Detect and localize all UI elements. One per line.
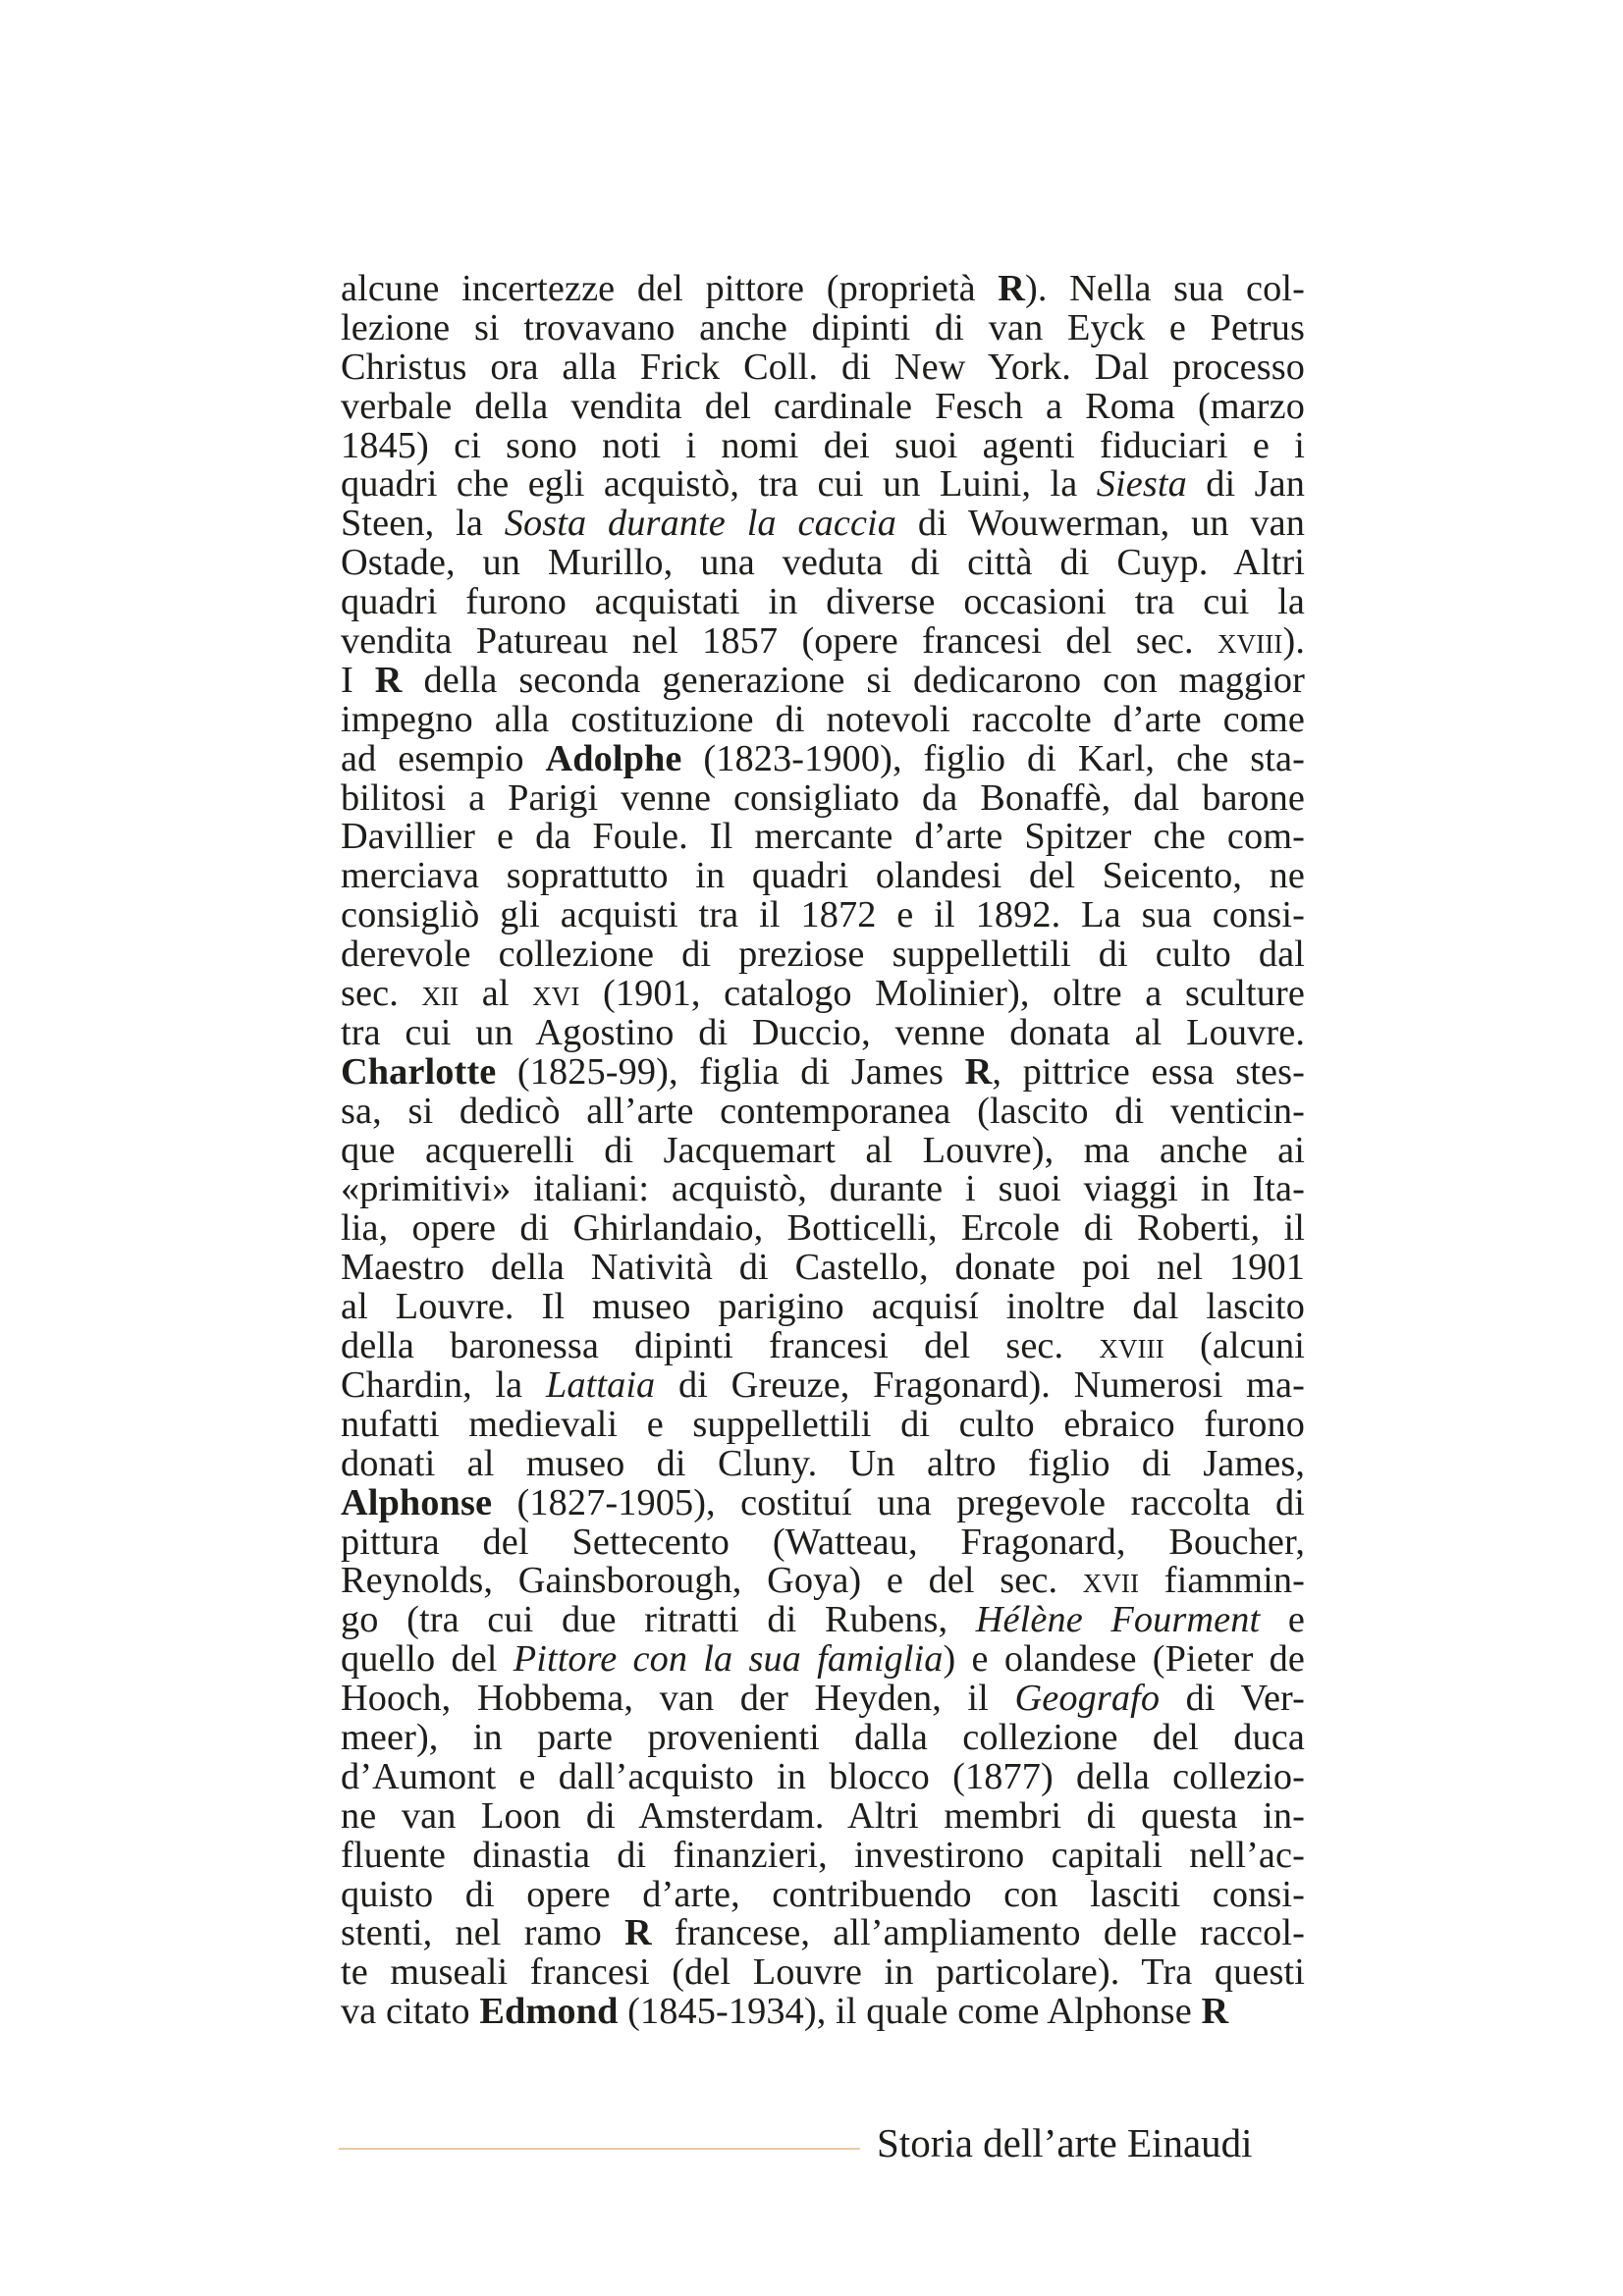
text-run: «primitivi» italiani: acquistò, durante i suoi viaggi in Ita- — [341, 1168, 1305, 1210]
text-run: ) e olandese (Pieter de — [943, 1638, 1305, 1681]
text-run: ). Nella sua col- — [1025, 268, 1305, 309]
text-run: derevole collezione di preziose suppellettili di culto dal — [341, 934, 1305, 976]
text-line — [341, 935, 1305, 975]
bold-run: R — [998, 268, 1026, 309]
text-run: merciava soprattutto in quadri olandesi del Seicento, ne — [341, 855, 1305, 897]
text-run: (1827-1905), costituí una pregevole raccolta di — [492, 1481, 1305, 1523]
text-run: alcune incertezze del pittore (proprietà — [341, 268, 999, 309]
text-run: bilitosi a Parigi venne consigliato da Bonaffè, dal barone — [341, 776, 1305, 819]
text-line — [341, 857, 1305, 896]
text-run: (1825-99), figlia di James — [496, 1050, 965, 1093]
text-run: sa, si dedicò all’arte contemporanea (lascito di venticin- — [341, 1090, 1305, 1132]
text-run: impegno alla costituzione di notevoli raccolte d’arte come — [341, 698, 1305, 740]
text-line — [341, 1834, 1305, 1876]
text-run: pittura del Settecento (Watteau, Fragonard, Boucher, — [341, 1521, 1305, 1563]
text-run: di Ver- — [1160, 1678, 1305, 1720]
text-run: Reynolds, Gainsborough, Goya) e del sec. — [341, 1560, 1083, 1602]
text-run: di Wouwerman, un van — [896, 503, 1305, 545]
text-run: della baronessa dipinti francesi del sec. — [341, 1325, 1100, 1367]
text-run: fiammin- — [1139, 1560, 1305, 1602]
text-line — [341, 1249, 1305, 1288]
footer-title: Storia dell’arte Einaudi — [877, 2120, 1253, 2165]
text-run: d’Aumont e dall’acquisto in blocco (1877) della collezio- — [341, 1755, 1305, 1797]
text-run: consigliò gli acquisti tra il 1872 e il 1892. La sua consi- — [341, 894, 1305, 936]
bold-run: R — [1201, 1991, 1229, 2033]
text-run: fluente dinastia di finanzieri, investirono capitali nell’ac- — [341, 1834, 1305, 1876]
smallcaps-run: xvi — [532, 973, 580, 1015]
text-line — [341, 659, 1305, 701]
text-run: donati al museo di Cluny. Un altro figlio di James, — [341, 1442, 1305, 1484]
text-run: ). — [1282, 620, 1305, 663]
text-run: Chardin, la — [341, 1363, 546, 1406]
text-run: Steen, la — [341, 503, 505, 545]
text-run: go (tra cui due ritratti di Rubens, — [341, 1599, 976, 1641]
text-line — [341, 776, 1305, 819]
text-run: stenti, nel ramo — [341, 1912, 625, 1954]
bold-run: Charlotte — [341, 1050, 497, 1093]
text-run: francese, all’ampliamento delle raccol- — [651, 1912, 1305, 1954]
text-line — [341, 1288, 1305, 1327]
bold-run: Edmond — [479, 1991, 619, 2033]
text-line — [341, 737, 1305, 779]
text-line — [341, 1011, 1305, 1053]
text-line — [341, 1640, 1305, 1680]
italic-run: Hélène Fourment — [975, 1599, 1261, 1641]
text-line — [341, 818, 1305, 857]
smallcaps-run: xviii — [1217, 620, 1283, 663]
text-line — [341, 1170, 1305, 1209]
text-line — [341, 385, 1305, 427]
text-line — [341, 1716, 1305, 1758]
text-line — [341, 583, 1305, 622]
text-run: vendita Patureau nel 1857 (opere francesi del sec. — [341, 620, 1217, 663]
text-run: lezione si trovavano anche dipinti di van Eyck e Petrus — [341, 306, 1305, 348]
text-line — [341, 348, 1305, 388]
text-run: Ostade, un Murillo, una veduta di città di Cuyp. Altri — [341, 542, 1305, 584]
text-line — [341, 896, 1305, 935]
bold-run: R — [624, 1912, 652, 1954]
text-run: quadri che egli acquistò, tra cui un Luini, la — [341, 463, 1097, 506]
footer-rule — [339, 2148, 860, 2150]
text-line — [341, 1403, 1305, 1445]
text-run: I — [341, 659, 375, 701]
text-run: di Greuze, Fragonard). Numerosi ma- — [655, 1363, 1305, 1406]
text-line — [341, 698, 1305, 740]
smallcaps-run: xviii — [1099, 1325, 1164, 1367]
text-run: Davillier e da Foule. Il mercante d’arte Spitzer che com- — [341, 816, 1305, 858]
text-line — [341, 544, 1305, 583]
italic-run: Geografo — [1014, 1678, 1161, 1720]
text-line — [341, 1523, 1305, 1563]
text-run: sec. — [341, 973, 422, 1015]
bold-run: R — [964, 1050, 993, 1093]
text-line — [341, 1794, 1305, 1837]
text-run: ne van Loon di Amsterdam. Altri membri di questa in- — [341, 1794, 1305, 1837]
text-run: que acquerelli di Jacquemart al Louvre), ma anche ai — [341, 1129, 1305, 1171]
text-run: e — [1260, 1599, 1305, 1641]
text-line — [341, 306, 1305, 348]
smallcaps-run: xvii — [1082, 1560, 1140, 1602]
text-line — [341, 1129, 1305, 1171]
bold-run: R — [374, 659, 403, 701]
text-line — [341, 1755, 1305, 1797]
text-line — [341, 1363, 1305, 1406]
text-run: al — [459, 973, 533, 1015]
text-line — [341, 505, 1305, 544]
text-run: (1901, catalogo Molinier), oltre a sculture — [579, 973, 1305, 1015]
body-text — [341, 270, 1305, 2032]
text-run: te museali francesi (del Louvre in particolare). Tra questi — [341, 1951, 1305, 1994]
text-line — [341, 1481, 1305, 1523]
text-line — [341, 465, 1305, 505]
italic-run: Siesta — [1096, 463, 1187, 506]
text-run: quisto di opere d’arte, contribuendo con lasciti consi- — [341, 1873, 1305, 1915]
bold-run: Alphonse — [341, 1481, 493, 1523]
text-run: Christus ora alla Frick Coll. di New York. Dal processo — [341, 346, 1305, 388]
italic-run: Lattaia — [545, 1363, 656, 1406]
text-line — [341, 1601, 1305, 1640]
text-run: Hooch, Hobbema, van der Heyden, il — [341, 1678, 1015, 1720]
italic-run: Sosta durante la caccia — [504, 503, 897, 545]
text-run: , pittrice essa stes- — [992, 1050, 1305, 1093]
italic-run: Pittore con la sua famiglia — [513, 1638, 944, 1681]
text-line — [341, 1562, 1305, 1601]
text-run: 1845) ci sono noti i nomi dei suoi agenti fiduciari e i — [341, 424, 1305, 466]
text-line — [341, 1873, 1305, 1915]
text-line — [341, 270, 1305, 309]
text-run: della seconda generazione si dedicarono con maggior — [402, 659, 1305, 701]
text-line — [341, 1442, 1305, 1484]
text-line — [341, 1914, 1305, 1953]
text-run: al Louvre. Il museo parigino acquisí inoltre dal lascito — [341, 1286, 1305, 1328]
text-run: ad esempio — [341, 737, 546, 779]
text-run: meer), in parte provenienti dalla collezione del duca — [341, 1716, 1305, 1758]
text-run: (1823-1900), figlio di Karl, che sta- — [681, 737, 1305, 779]
text-run: tra cui un Agostino di Duccio, venne donata al Louvre. — [341, 1011, 1305, 1053]
text-run: Maestro della Natività di Castello, donate poi nel 1901 — [341, 1247, 1305, 1289]
text-run: verbale della vendita del cardinale Fesch a Roma (marzo — [341, 385, 1305, 427]
smallcaps-run: xii — [421, 973, 460, 1015]
text-line — [341, 975, 1305, 1014]
text-line — [341, 1993, 1305, 2032]
text-line — [341, 1090, 1305, 1132]
text-line — [341, 1209, 1305, 1249]
text-run: lia, opere di Ghirlandaio, Botticelli, Ercole di Roberti, il — [341, 1207, 1305, 1250]
text-line — [341, 1050, 1305, 1093]
text-run: di Jan — [1186, 463, 1305, 506]
text-line — [341, 1327, 1305, 1366]
text-run: nufatti medievali e suppellettili di culto ebraico furono — [341, 1403, 1305, 1445]
text-line — [341, 1680, 1305, 1719]
text-run: quello del — [341, 1638, 514, 1681]
text-run: va citato — [341, 1991, 480, 2033]
text-line — [341, 1953, 1305, 1993]
bold-run: Adolphe — [545, 737, 682, 779]
text-line — [341, 424, 1305, 466]
text-run: (1845-1934), il quale come Alphonse — [618, 1991, 1202, 2033]
text-run: (alcuni — [1163, 1325, 1305, 1367]
text-run: quadri furono acquistati in diverse occasioni tra cui la — [341, 581, 1305, 623]
text-line — [341, 622, 1305, 662]
